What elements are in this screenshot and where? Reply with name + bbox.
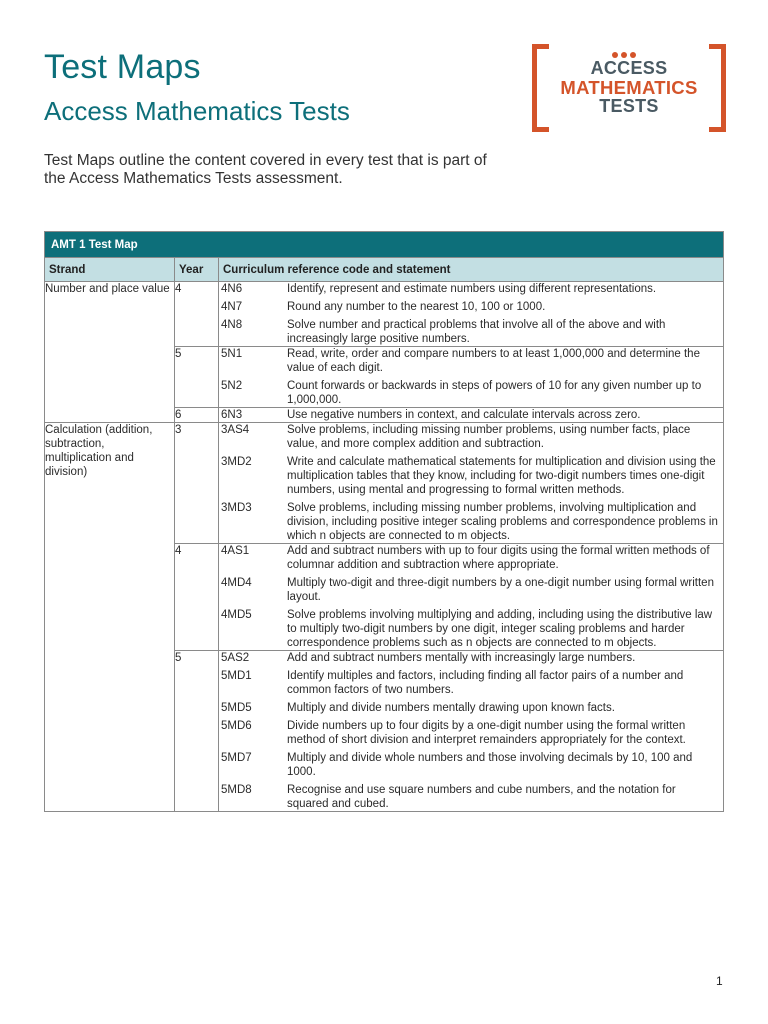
strand-cell: Number and place value bbox=[45, 282, 175, 423]
curriculum-entry bbox=[219, 719, 723, 747]
curriculum-statement: Round any number to the nearest 10, 100 or 1000. bbox=[287, 301, 546, 313]
curriculum-code: 3MD3 bbox=[221, 502, 252, 514]
year-cell: 5 bbox=[175, 347, 219, 408]
curriculum-cell bbox=[219, 347, 724, 408]
curriculum-code: 6N3 bbox=[221, 409, 243, 421]
curriculum-entry bbox=[219, 347, 723, 375]
table-title: AMT 1 Test Map bbox=[45, 232, 724, 258]
year-cell: 5 bbox=[175, 651, 219, 812]
curriculum-code: 5MD1 bbox=[221, 670, 252, 682]
column-header-year: Year bbox=[175, 258, 219, 282]
curriculum-statement: Read, write, order and compare numbers to at least 1,000,000 and determine the value of each digit. bbox=[287, 348, 700, 374]
curriculum-code: 5MD5 bbox=[221, 702, 252, 714]
curriculum-statement: Solve number and practical problems that involve all of the above and with increasingly large positive numbers. bbox=[287, 319, 666, 345]
curriculum-statement: Multiply and divide numbers mentally drawing upon known facts. bbox=[287, 702, 615, 714]
curriculum-statement: Identify, represent and estimate numbers using different representations. bbox=[287, 283, 657, 295]
year-cell: 3 bbox=[175, 423, 219, 544]
year-cell: 4 bbox=[175, 282, 219, 347]
logo-text-mathematics: MATHEMATICS bbox=[560, 77, 698, 98]
curriculum-statement: Add and subtract numbers mentally with increasingly large numbers. bbox=[287, 652, 636, 664]
curriculum-cell bbox=[219, 651, 724, 812]
table-row bbox=[45, 282, 724, 347]
curriculum-statement: Divide numbers up to four digits by a one-digit number using the formal written method of short division and interpret remainders appropriately for the context. bbox=[287, 720, 686, 746]
curriculum-statement: Write and calculate mathematical statements for multiplication and division using the multiplication tables that they know, including for two-digit numbers times one-digit numbers, using mental and progressing to formal written methods. bbox=[287, 456, 716, 496]
curriculum-entry bbox=[219, 651, 723, 665]
curriculum-code: 5N1 bbox=[221, 348, 243, 360]
curriculum-statement: Identify multiples and factors, including finding all factor pairs of a number and common factors of two numbers. bbox=[287, 670, 684, 696]
page-number: 1 bbox=[716, 974, 723, 988]
curriculum-entry bbox=[219, 318, 723, 346]
curriculum-entry bbox=[219, 408, 723, 422]
curriculum-entry bbox=[219, 300, 723, 314]
curriculum-cell bbox=[219, 282, 724, 347]
page-subtitle: Access Mathematics Tests bbox=[44, 96, 350, 126]
year-cell: 6 bbox=[175, 408, 219, 423]
curriculum-entry bbox=[219, 576, 723, 604]
curriculum-code: 3MD2 bbox=[221, 456, 252, 468]
intro-paragraph: Test Maps outline the content covered in every test that is part of the Access Mathematics Tests assessment. bbox=[44, 152, 487, 187]
curriculum-entry bbox=[219, 423, 723, 451]
curriculum-code: 5MD8 bbox=[221, 784, 252, 796]
logo-text-access: ACCESS bbox=[590, 58, 668, 78]
curriculum-statement: Add and subtract numbers with up to four digits using the formal written methods of columnar addition and subtraction where appropriate. bbox=[287, 545, 710, 571]
curriculum-code: 4AS1 bbox=[221, 545, 250, 557]
logo-text-tests: TESTS bbox=[599, 96, 659, 116]
curriculum-code: 4MD4 bbox=[221, 577, 252, 589]
curriculum-entry bbox=[219, 701, 723, 715]
curriculum-code: 5N2 bbox=[221, 380, 243, 392]
curriculum-entry bbox=[219, 455, 723, 497]
test-map-body bbox=[45, 282, 724, 812]
curriculum-entry bbox=[219, 783, 723, 811]
curriculum-entry bbox=[219, 608, 723, 650]
amt-logo bbox=[532, 44, 726, 124]
curriculum-statement: Multiply and divide whole numbers and those involving decimals by 10, 100 and 1000. bbox=[287, 752, 693, 778]
curriculum-statement: Solve problems, including missing number problems, using number facts, place value, and more complex addition and subtraction. bbox=[287, 424, 691, 450]
curriculum-statement: Use negative numbers in context, and calculate intervals across zero. bbox=[287, 409, 641, 421]
curriculum-entry bbox=[219, 282, 723, 296]
curriculum-code: 4N7 bbox=[221, 301, 243, 313]
year-cell: 4 bbox=[175, 544, 219, 651]
curriculum-code: 4MD5 bbox=[221, 609, 252, 621]
table-row bbox=[45, 423, 724, 544]
curriculum-cell bbox=[219, 423, 724, 544]
column-header-curriculum: Curriculum reference code and statement bbox=[219, 258, 724, 282]
curriculum-entry bbox=[219, 669, 723, 697]
curriculum-code: 5MD6 bbox=[221, 720, 252, 732]
curriculum-cell bbox=[219, 408, 724, 423]
curriculum-entry bbox=[219, 544, 723, 572]
curriculum-code: 5AS2 bbox=[221, 652, 250, 664]
curriculum-entry bbox=[219, 751, 723, 779]
curriculum-statement: Solve problems, including missing number problems, involving multiplication and division, including positive integer scaling problems and correspondence problems in which n objects are connected to m objects. bbox=[287, 502, 718, 542]
curriculum-code: 5MD7 bbox=[221, 752, 252, 764]
curriculum-entry bbox=[219, 379, 723, 407]
page-title: Test Maps bbox=[44, 48, 201, 86]
curriculum-code: 4N8 bbox=[221, 319, 243, 331]
curriculum-statement: Multiply two-digit and three-digit numbers by a one-digit number using formal written layout. bbox=[287, 577, 714, 603]
test-map-table bbox=[44, 231, 724, 812]
column-header-strand: Strand bbox=[45, 258, 175, 282]
curriculum-statement: Recognise and use square numbers and cube numbers, and the notation for squared and cubed. bbox=[287, 784, 676, 810]
strand-cell: Calculation (addition, subtraction, multiplication and division) bbox=[45, 423, 175, 812]
curriculum-code: 4N6 bbox=[221, 283, 243, 295]
curriculum-statement: Solve problems involving multiplying and adding, including using the distributive law to multiply two-digit numbers by one digit, integer scaling problems and harder correspondence problems such as n objects are connected to m objects. bbox=[287, 609, 713, 649]
curriculum-code: 3AS4 bbox=[221, 424, 250, 436]
curriculum-statement: Count forwards or backwards in steps of powers of 10 for any given number up to 1,000,000. bbox=[287, 380, 702, 406]
curriculum-cell bbox=[219, 544, 724, 651]
curriculum-entry bbox=[219, 501, 723, 543]
